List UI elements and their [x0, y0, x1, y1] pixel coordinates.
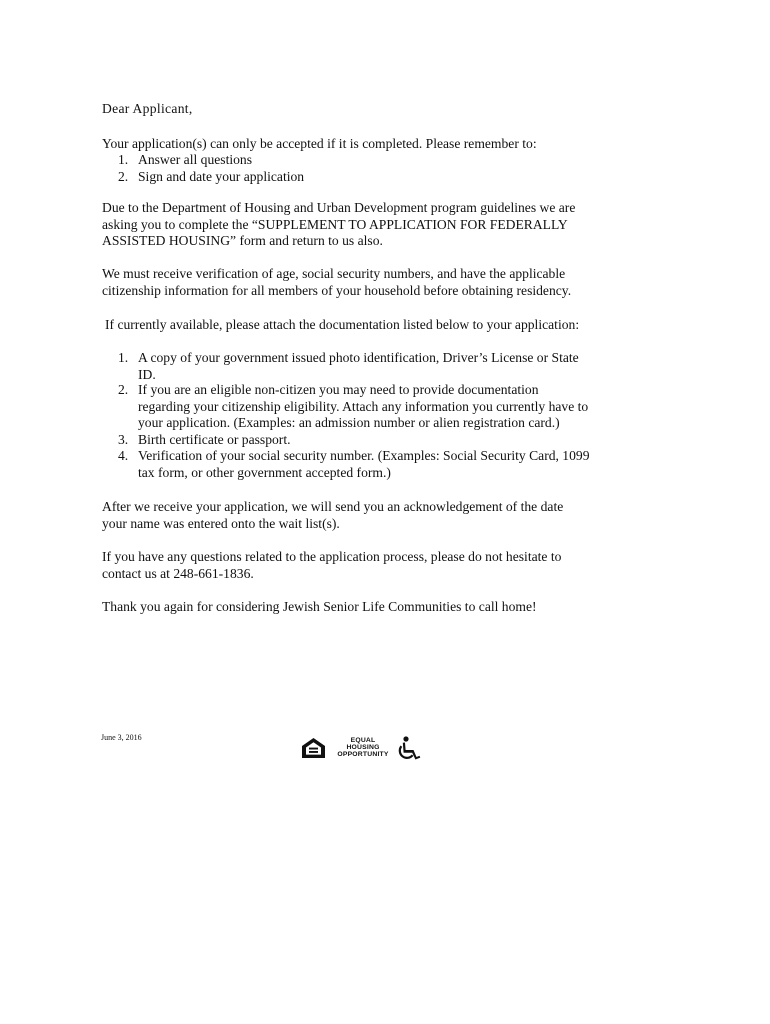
list-text-line: ID. — [138, 366, 156, 382]
paragraph-line: ASSISTED HOUSING” form and return to us also. — [102, 233, 383, 249]
logo-text-line: HOUSING — [346, 744, 380, 751]
logo-text-line: EQUAL — [350, 737, 376, 744]
list-text: Sign and date your application — [138, 169, 305, 184]
list-text-line: If you are an eligible non-citizen you may need to provide documentation — [138, 382, 539, 397]
list-text — [138, 448, 618, 481]
salutation: Dear Applicant, — [102, 101, 193, 116]
list-text — [138, 382, 618, 432]
list-text-line: tax form, or other government accepted form.) — [138, 464, 391, 480]
wheelchair-accessibility-icon — [395, 736, 423, 760]
contact-paragraph — [102, 549, 627, 582]
list-text-line: A copy of your government issued photo identification, Driver’s License or State — [138, 350, 579, 365]
paragraph-line: If you have any questions related to the application process, please do not hesitate to — [102, 549, 562, 564]
footer-date: June 3, 2016 — [101, 733, 142, 742]
list-text-line: regarding your citizenship eligibility. Attach any information you currently have to — [138, 398, 589, 414]
intro-line: Your application(s) can only be accepted if it is completed. Please remember to: — [102, 136, 537, 151]
list-number: 2. — [118, 382, 129, 397]
acknowledgement-paragraph — [102, 499, 627, 532]
paragraph-line: After we receive your application, we will send you an acknowledgement of the date — [102, 499, 564, 514]
paragraph-line: contact us at 248-661-1836. — [102, 565, 254, 581]
list-text-line: your application. (Examples: an admission number or alien registration card.) — [138, 415, 560, 431]
attach-intro — [105, 317, 630, 334]
list-text — [138, 350, 618, 383]
list-number: 3. — [118, 432, 129, 447]
hud-paragraph — [102, 200, 627, 250]
list-number: 4. — [118, 448, 129, 463]
list-number: 2. — [118, 169, 129, 184]
equal-housing-opportunity-text — [330, 737, 396, 758]
list-text: Answer all questions — [138, 152, 253, 167]
list-text-line: Birth certificate or passport. — [138, 432, 291, 447]
closing-line — [102, 599, 627, 616]
paragraph-line: We must receive verification of age, social security numbers, and have the applicable — [102, 266, 566, 281]
paragraph-line: asking you to complete the “SUPPLEMENT TO APPLICATION FOR FEDERALLY — [102, 216, 568, 232]
intro-paragraph — [102, 136, 627, 153]
paragraph-line: your name was entered onto the wait list(s). — [102, 515, 340, 531]
list-number: 1. — [118, 152, 129, 167]
verification-paragraph — [102, 266, 627, 299]
list-number: 1. — [118, 350, 129, 365]
list-text-line: Verification of your social security number. (Examples: Social Security Card, 1099 — [138, 448, 590, 463]
paragraph-line: Due to the Department of Housing and Urban Development program guidelines we are — [102, 200, 576, 215]
logo-text-line: OPPORTUNITY — [337, 751, 389, 758]
paragraph-line: If currently available, please attach the documentation listed below to your application: — [105, 317, 580, 332]
paragraph-line: Thank you again for considering Jewish Senior Life Communities to call home! — [102, 599, 537, 614]
list-text — [138, 432, 618, 449]
paragraph-line: citizenship information for all members of your household before obtaining residency. — [102, 282, 572, 298]
